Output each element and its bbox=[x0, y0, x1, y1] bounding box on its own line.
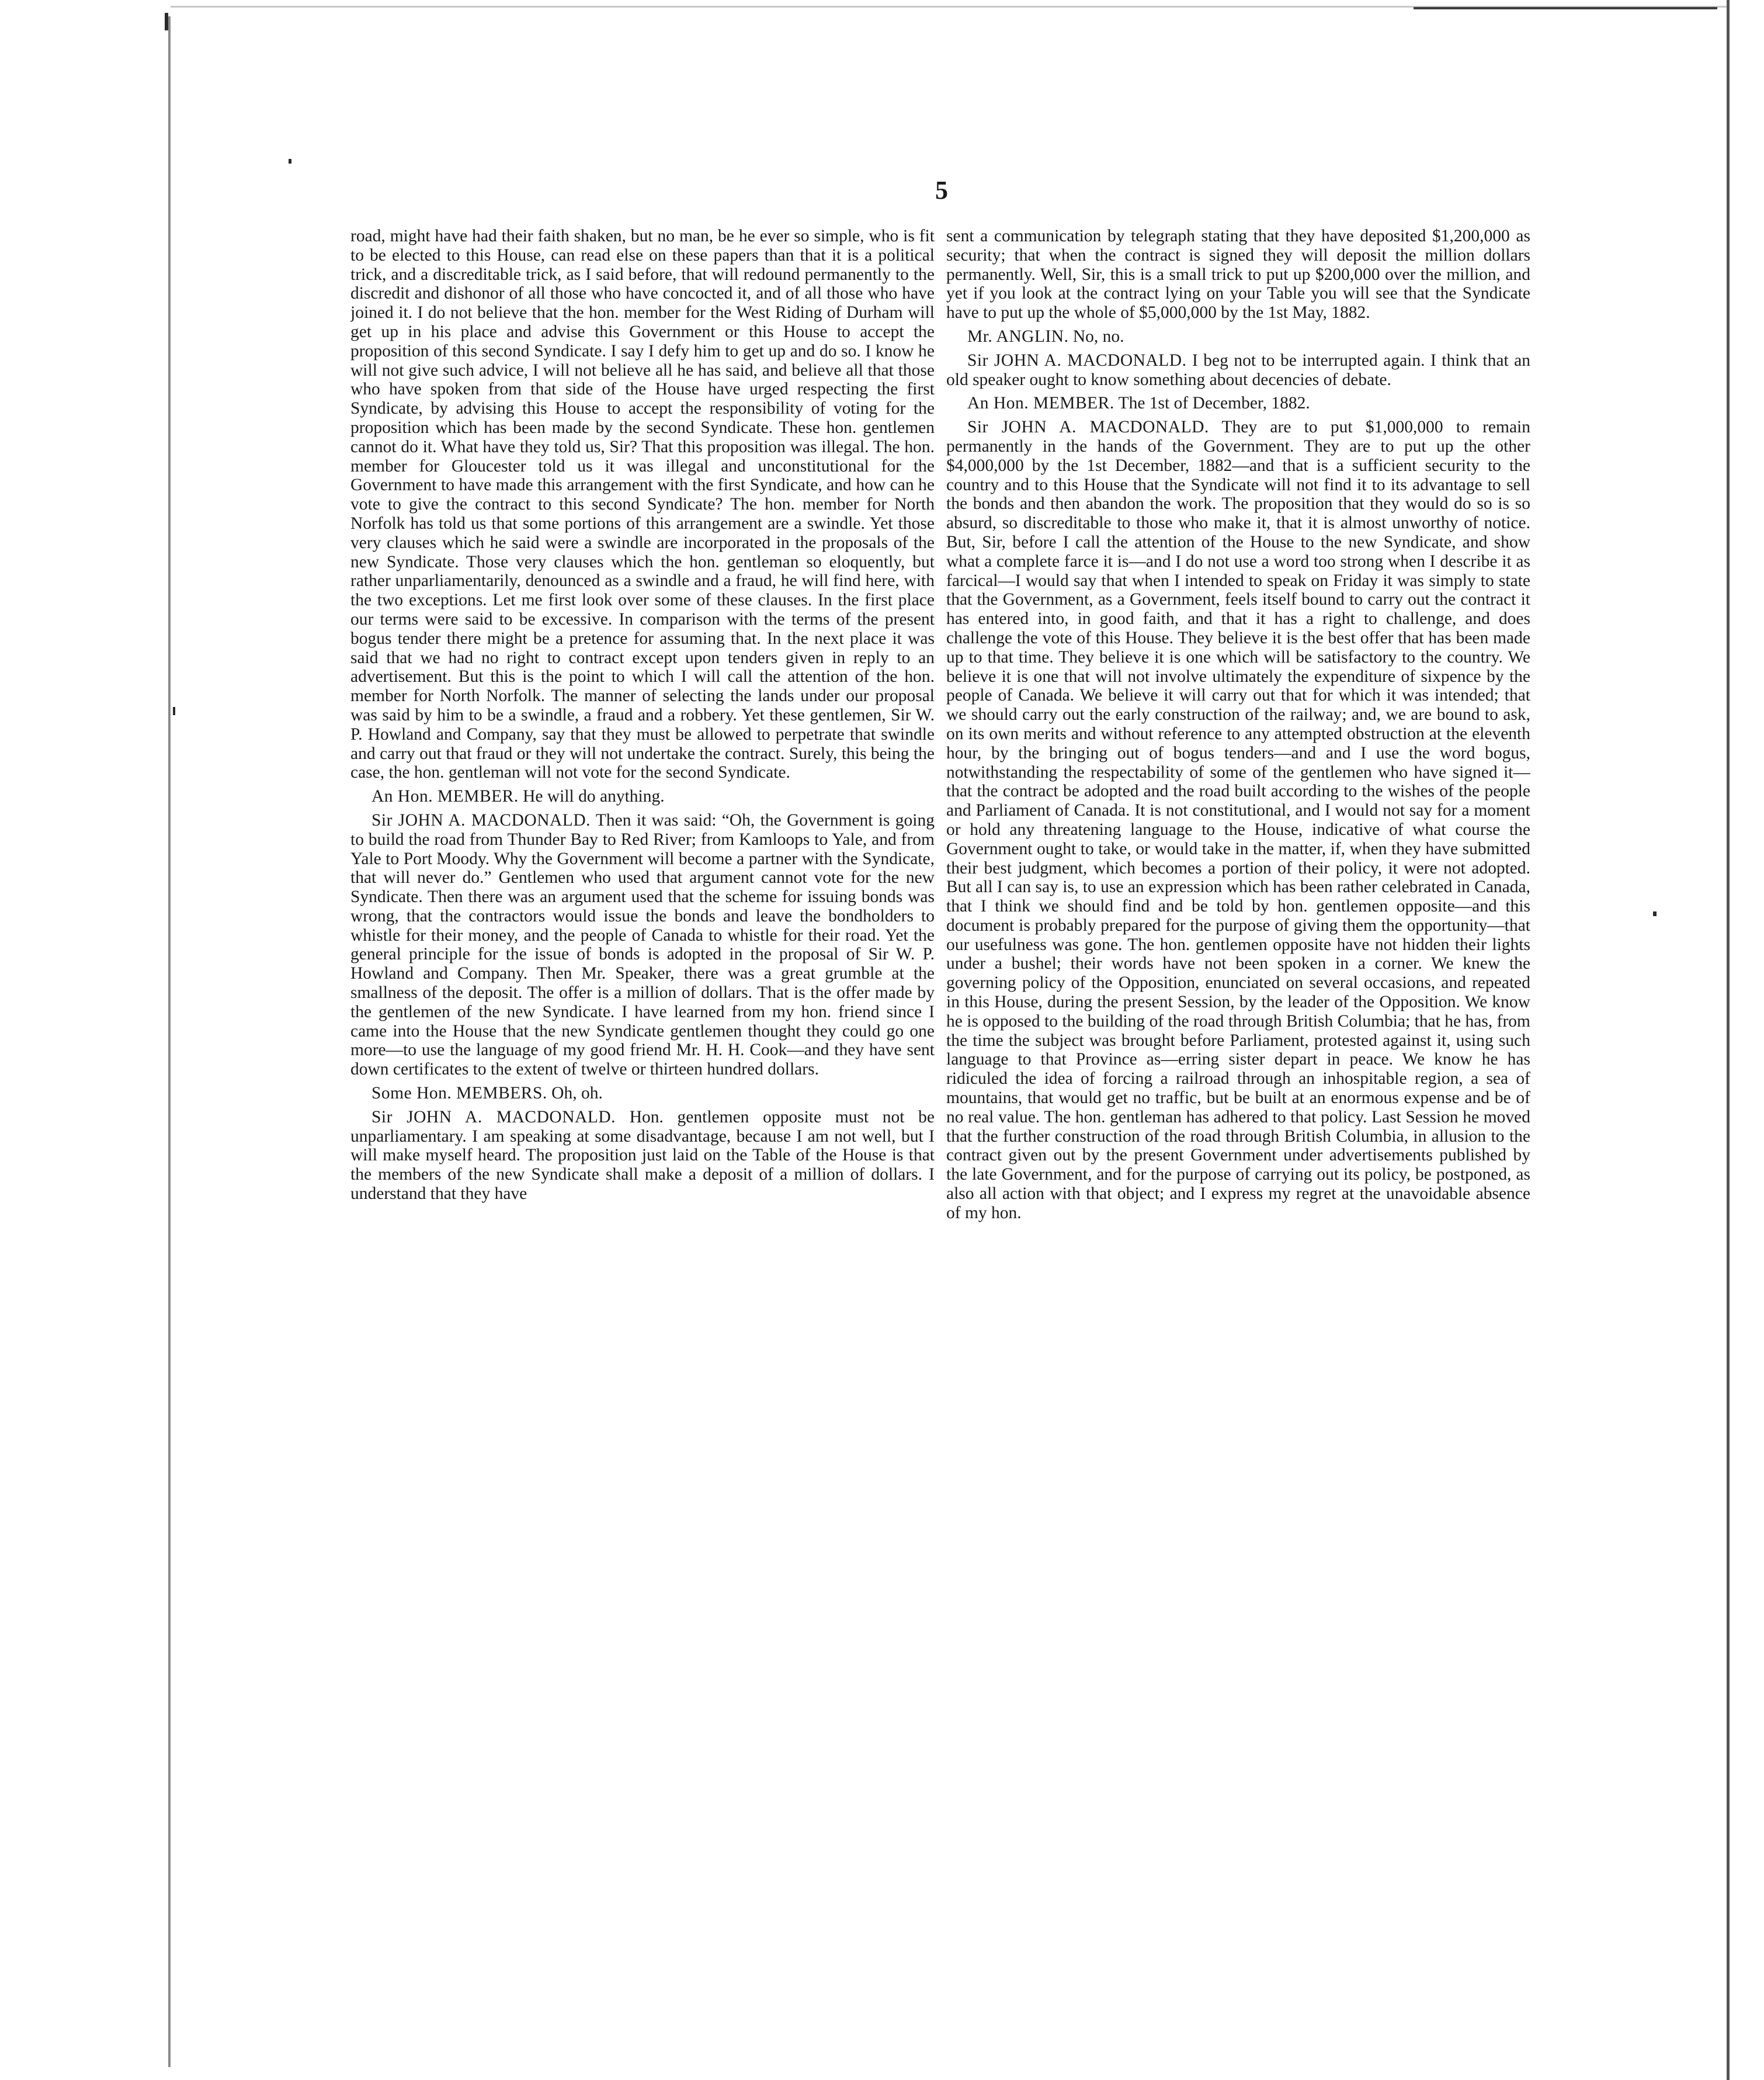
speaker-name: Sir JOHN A. MACDONALD. bbox=[371, 810, 591, 830]
paragraph-text: Oh, oh. bbox=[551, 1084, 603, 1103]
paragraph-text: The 1st of December, 1882. bbox=[1118, 394, 1310, 413]
speaker-name: Mr. ANGLIN. bbox=[967, 327, 1069, 346]
paragraph bbox=[946, 418, 1530, 1222]
speaker-name: An Hon. MEMBER. bbox=[371, 787, 519, 806]
paragraph-text: He will do anything. bbox=[523, 787, 665, 806]
paragraph-text: No, no. bbox=[1072, 327, 1124, 346]
paragraph bbox=[946, 227, 1530, 323]
left-text-column bbox=[350, 227, 935, 1833]
paragraph-text: I beg not to be interrupted again. I think that an old speaker ought to know something about decencies of debate. bbox=[946, 351, 1530, 389]
page-number: 5 bbox=[935, 176, 948, 204]
paragraph bbox=[946, 394, 1530, 413]
speaker-name: An Hon. MEMBER. bbox=[967, 394, 1114, 413]
scan-mark bbox=[1653, 911, 1657, 916]
speaker-name: Sir JOHN A. MACDONALD. bbox=[371, 1107, 616, 1126]
speaker-name: Sir JOHN A. MACDONALD. bbox=[967, 351, 1187, 370]
speaker-name: Sir JOHN A. MACDONALD. bbox=[967, 418, 1209, 437]
scan-mark bbox=[289, 159, 291, 164]
paragraph-text: Then it was said: “Oh, the Government is going to build the road from Thunder Bay to Red River; from Kamloops to Yale, and from Yale to Port Moody. Why the Government will become a partner with the Syndicate, that will never do.” Gentlemen who used that argument cannot vote for the new Syndicate. Then there was an argument used that the scheme for issuing bonds was wrong, that the contractors would issue the bonds and leave the bondholders to whistle for their money, and the people of Canada to whistle for their road. Yet the general principle for the issue of bonds is adopted in the proposal of Sir W. P. Howland and Company. Then Mr. Speaker, there was a great grumble at the smallness of the deposit. The offer is a million of dollars. That is the offer made by the gentlemen of the new Syndicate. I have learned from my hon. friend since I came into the House that the new Syndicate gentlemen thought they could go one more—to use the language of my good friend Mr. H. H. Cook—and they have sent down certificates to the extent of twelve or thirteen hundred dollars. bbox=[350, 810, 935, 1079]
paragraph-text: road, might have had their faith shaken, but no man, be he ever so simple, who is fit to be elected to this House, can read else on these papers than that it is a political trick, and a discreditable trick, as I said before, that will redound permanently to the discredit and dishonor of all those who have concocted it, and of all those who have joined it. I do not believe that the hon. member for the West Riding of Durham will get up in his place and advise this Government or this House to accept the proposition of this second Syndicate. I say I defy him to get up and do so. I know he will not give such advice, I will not believe all he has said, and believe all that those who have spoken from that side of the House have urged respecting the first Syndicate, by advising this House to accept the responsibility of voting for the proposition which has been made by the second Syndicate. These hon. gentlemen cannot do it. What have they told us, Sir? That this proposition was illegal. The hon. member for Gloucester told us it was illegal and unconstitutional for the Government to have made this arrangement with the first Syndicate, and how can he vote to give the contract to this second Syndicate? The hon. member for North Norfolk has told us that some portions of this arrangement are a swindle. Yet those very clauses which he said were a swindle are incorporated in the proposals of the new Syndicate. Those very clauses which the hon. gentleman so eloquently, but rather unparliamentarily, denounced as a swindle and a fraud, he will find here, with the two exceptions. Let me first look over some of these clauses. In the first place our terms were said to be excessive. In comparison with the terms of the present bogus tender there might be a pretence for assuming that. In the next place it was said that we had no right to contract except upon tenders given in reply to an advertisement. But this is the point to which I will call the attention of the hon. member for North Norfolk. The manner of selecting the lands under our proposal was said by him to be a swindle, a fraud and a robbery. Yet these gentlemen, Sir W. P. Howland and Company, say that they must be allowed to perpetrate that swindle and carry out that fraud or they will not undertake the contract. Surely, this being the case, the hon. gentleman will not vote for the second Syndicate. bbox=[350, 227, 935, 782]
scan-mark bbox=[165, 13, 168, 30]
paragraph bbox=[350, 227, 935, 782]
paragraph bbox=[946, 351, 1530, 390]
paragraph-text: sent a communication by telegraph stating that they have deposited $1,200,000 as security; that when the contract is signed they will deposit the million dollars permanently. Well, Sir, this is a small trick to put up $200,000 over the million, and yet if you look at the contract lying on your Table you will see that the Syndicate have to put up the whole of $5,000,000 by the 1st May, 1882. bbox=[946, 227, 1530, 323]
paragraph bbox=[350, 787, 935, 806]
right-text-column bbox=[946, 227, 1530, 1833]
paragraph bbox=[350, 1084, 935, 1103]
paragraph-text: They are to put $1,000,000 to remain permanently in the hands of the Government. They are to put up the other $4,000,000 by the 1st December, 1882—and that is a sufficient security to the country and to this House that the Syndicate will not find it to its advantage to sell the bonds and then abandon the work. The proposition that they would do so is so absurd, so discreditable to those who make it, that it is almost unworthy of notice. But, Sir, before I call the attention of the House to the new Syndicate, and show what a complete farce it is—and I do not use a word too strong when I describe it as farcical—I would say that when I intended to speak on Friday it was simply to state that the Government, as a Government, feels itself bound to carry out the contract it has entered into, in good faith, and that it has a right to challenge, and does challenge the vote of this House. They believe it is the best offer that has been made up to that time. They believe it is one which will be satisfactory to the country. We believe it is one that will not involve ultimately the expenditure of sixpence by the people of Canada. We believe it will carry out that for which it was intended; that we should carry out the early construction of the railway; and, we are bound to ask, on its own merits and without reference to any attempted obstruction at the eleventh hour, by the bringing out of bogus tenders—and and I use the word bogus, notwithstanding the respectability of some of the gentlemen who have signed it—that the contract be adopted and the road built according to the wishes of the people and Parliament of Canada. It is not constitutional, and I would not say for a moment or hold any threatening language to the House, indicative of what course the Government ought to take, or would take in the matter, if, when they have submitted their best judgment, which becomes a portion of their policy, it were not adopted. But all I can say is, to use an expression which has been rather celebrated in Canada, that I think we should find and be told by hon. gentlemen opposite—and this document is probably prepared for the purpose of giving them the opportunity—that our usefulness was gone. The hon. gentlemen opposite have not hidden their lights under a bushel; their words have not been spoken in a corner. We knew the governing policy of the Opposition, enunciated on several occasions, and repeated in this House, during the present Session, by the leader of the Opposition. We know he is opposed to the building of the road through British Columbia; that he has, from the time the subject was brought before Parliament, protested against it, using such language to that Province as—erring sister depart in peace. We know he has ridiculed the idea of forcing a railroad through an inhospitable region, a sea of mountains, that would get no traffic, but be built at an enormous expense and be of no real value. The hon. gentleman has adhered to that policy. Last Session he moved that the further construction of the road through British Columbia, in allusion to the contract given out by the present Government under advertisements published by the late Government, and for the purpose of carrying out its policy, be postponed, as also all action with that object; and I express my regret at the unavoidable absence of my hon. bbox=[946, 418, 1530, 1222]
scan-mark bbox=[173, 707, 175, 715]
paragraph-text: Hon. gentlemen opposite must not be unparliamentary. I am speaking at some disadvantage, because I am not well, but I will make myself heard. The proposition just laid on the Table of the House is that the members of the new Syndicate shall make a deposit of a million of dollars. I understand that they have bbox=[350, 1107, 935, 1204]
scan-mark bbox=[1414, 7, 1717, 9]
paragraph bbox=[350, 1108, 935, 1204]
right-margin-rule bbox=[1727, 0, 1730, 2080]
paragraph bbox=[946, 327, 1530, 346]
paragraph bbox=[350, 811, 935, 1079]
left-margin-rule bbox=[168, 16, 171, 2067]
speaker-name: Some Hon. MEMBERS. bbox=[371, 1084, 547, 1103]
